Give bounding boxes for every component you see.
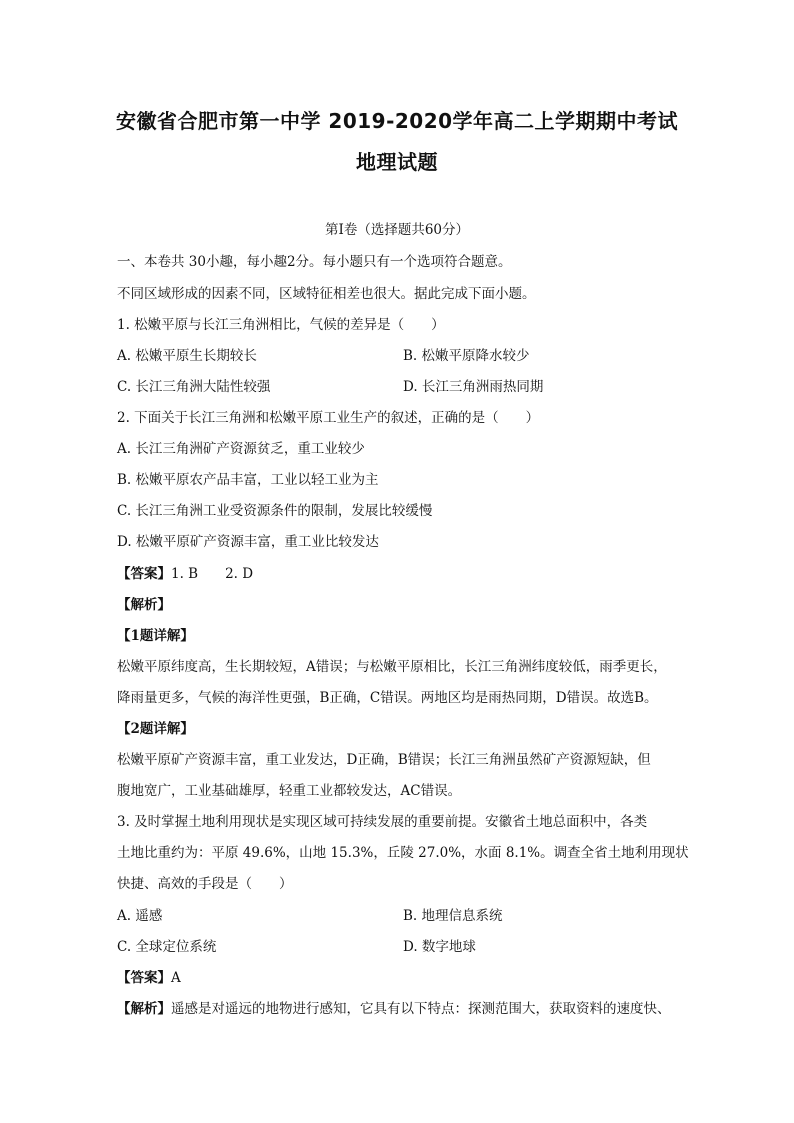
analysis-label: 【解析】 [117,1001,171,1017]
answer-3 [117,966,181,986]
question-3-option-d: D. 数字地球 [403,939,476,955]
question-1-stem: 1. 松嫩平原与长江三角洲相比，气候的差异是（ ） [117,317,445,333]
detail-2-line-2: 腹地宽广，工业基础雄厚，轻重工业都较发达，AC错误。 [117,783,462,799]
question-1-option-d: D. 长江三角洲雨热同期 [403,379,544,395]
instruction-text: 一、本卷共 30小趣，每小趣2分。每小题只有一个选项符合题意。 [117,254,512,270]
question-2-option-c: C. 长江三角洲工业受资源条件的限制，发展比较缓慢 [117,503,433,519]
question-1-option-a: A. 松嫩平原生长期较长 [117,348,257,364]
document-subtitle: 地理试题 [356,150,438,174]
detail-1-line-2: 降雨量更多，气候的海洋性更强，B正确，C错误。两地区均是雨热同期，D错误。故选B。 [117,690,658,706]
question-1-option-c: C. 长江三角洲大陆性较强 [117,379,271,395]
question-3-option-c: C. 全球定位系统 [117,939,217,955]
question-2-option-a: A. 长江三角洲矿产资源贫乏，重工业较少 [117,441,365,457]
analysis-text: 遥感是对遥远的地物进行感知，它具有以下特点：探测范围大，获取资料的速度快、 [171,1001,671,1017]
answer-value: 1. B 2. D [171,566,254,582]
answer-value: A [171,970,181,986]
question-3-stem-line-3: 快捷、高效的手段是（ ） [117,876,293,892]
question-2-option-d: D. 松嫩平原矿产资源丰富，重工业比较发达 [117,534,379,550]
question-3-stem-line-2: 土地比重约为：平原 49.6%，山地 15.3%，丘陵 27.0%，水面 8.1%。调查全省土地利用现状 [117,845,689,861]
question-1-option-b: B. 松嫩平原降水较少 [403,348,530,364]
question-3-option-a: A. 遥感 [117,908,163,924]
answer-1-2 [117,562,253,582]
analysis-label: 【解析】 [117,597,171,613]
detail-1-label: 【1题详解】 [117,628,194,644]
detail-1-line-1: 松嫩平原纬度高，生长期较短，A错误；与松嫩平原相比，长江三角洲纬度较低，雨季更长， [117,659,667,675]
question-3-option-b: B. 地理信息系统 [403,908,503,924]
intro-text: 不同区域形成的因素不同，区域特征相差也很大。据此完成下面小题。 [117,286,536,302]
answer-label: 【答案】 [117,566,171,582]
question-2-stem: 2. 下面关于长江三角洲和松嫩平原工业生产的叙述，正确的是（ ） [117,410,540,426]
document-title: 安徽省合肥市第一中学 2019-2020学年高二上学期期中考试 [115,109,679,133]
question-3-stem-line-1: 3. 及时掌握土地利用现状是实现区域可持续发展的重要前提。安徽省土地总面积中，各类 [117,814,648,830]
answer-label: 【答案】 [117,970,171,986]
analysis-3 [117,997,671,1017]
section-heading: 第Ⅰ卷（选择题共60分） [324,222,469,238]
detail-2-line-1: 松嫩平原矿产资源丰富，重工业发达，D正确，B错误；长江三角洲虽然矿产资源短缺，但 [117,752,651,768]
question-2-option-b: B. 松嫩平原农产品丰富，工业以轻工业为主 [117,472,379,488]
detail-2-label: 【2题详解】 [117,721,194,737]
